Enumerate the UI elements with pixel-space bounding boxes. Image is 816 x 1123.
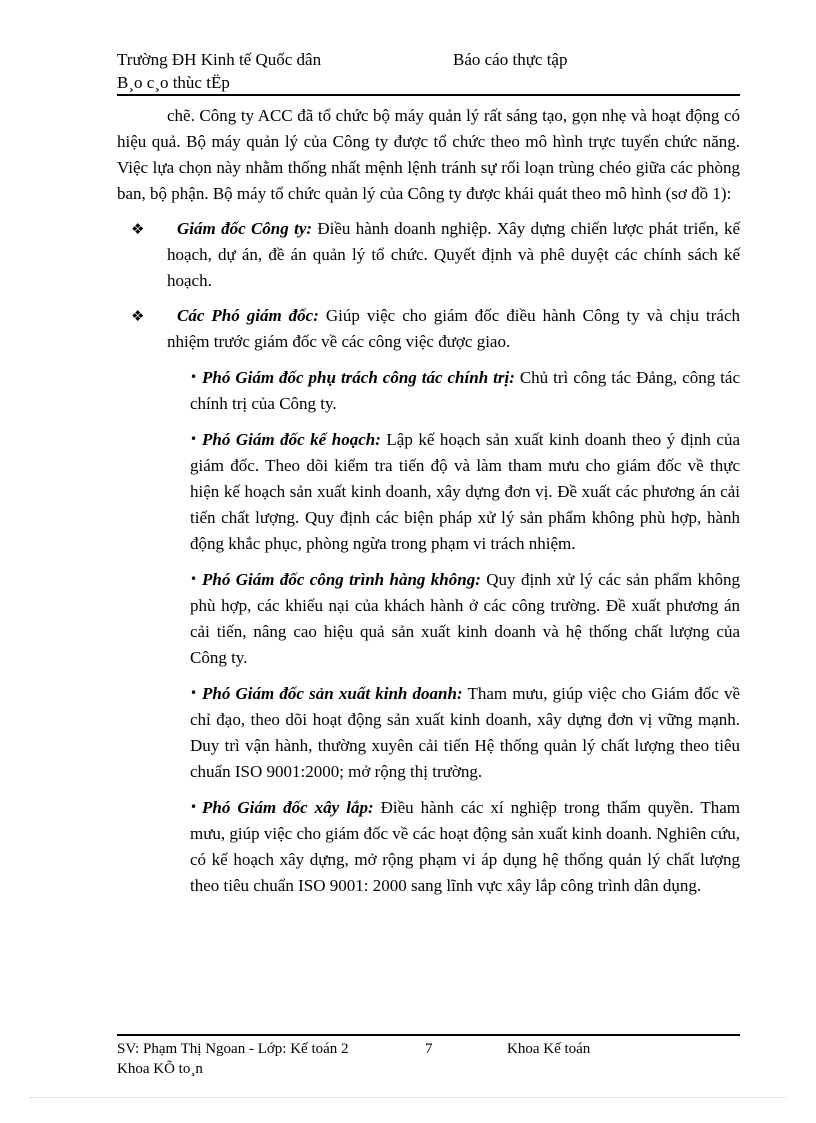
sub-item-text: Chủ trì công tác Đảng, công tác chính trị của Công ty. [190,368,740,413]
item-title: Các Phó giám đốc: [177,306,319,325]
sub-item-text: Điều hành các xí nghiệp trong thẩm quyền. Tham mưu, giúp việc cho giám đốc về các hoạt động sản xuất kinh doanh. Nghiên cứu, có kế hoạch xây dựng, mở rộng phạm vi áp dụng hệ thống quản lý chất lượng theo tiêu chuẩn ISO 9001: 2000 sang lĩnh vực xây lắp công trình dân dụng. [190,798,741,895]
sub-item-text: Lập kế hoạch sản xuất kinh doanh theo ý định của giám đốc. Theo dõi kiểm tra tiến độ và làm tham mưu cho giám đốc về thực hiện kế hoạch sản xuất kinh doanh, xây dựng đơn vị. Đề xuất các phương án cải tiến chất lượng. Quy định các biện pháp xử lý sản phẩm không phù hợp, hành động khắc phục, phòng ngừa trong phạm vi trách nhiệm. [190,430,740,553]
header-divider [117,94,740,96]
list-item-deputies [131,303,740,355]
diamond-bullet-icon: ❖ [131,307,145,325]
dot-bullet-icon: • [190,686,198,700]
dot-bullet-icon: • [190,572,198,586]
sub-item-title: Phó Giám đốc sản xuất kinh doanh: [202,684,463,703]
dot-bullet-icon: • [190,800,198,814]
list-item-director [131,216,740,294]
document-body [117,103,740,899]
footer-divider [117,1034,740,1036]
sub-item-title: Phó Giám đốc kế hoạch: [202,430,381,449]
footer-garbled-department: Khoa KÕ to¸n [117,1061,203,1077]
header-school: Trường ĐH Kinh tế Quốc dân [117,50,322,69]
sub-item-construction [190,794,740,899]
sub-item-aviation [190,566,740,671]
sub-item-text: Quy định xử lý các sản phẩm không phù hợp, các khiếu nại của khách hành ở các công trường. Đề xuất phương án cải tiến, nâng cao hiệu quả sản xuất kinh doanh và hệ thống chất lượng của Công ty. [190,570,740,667]
page-bottom-boundary [30,1097,786,1098]
sub-item-title: Phó Giám đốc phụ trách công tác chính trị: [202,368,515,387]
sub-item-title: Phó Giám đốc công trình hàng không: [202,570,481,589]
footer-student: SV: Phạm Thị Ngoan - Lớp: Kế toán 2 [117,1041,349,1057]
sub-item-political [190,364,740,417]
page-header [117,50,568,70]
diamond-bullet-icon: ❖ [131,220,145,238]
sub-item-business [190,680,740,785]
sub-item-title: Phó Giám đốc xây lắp: [202,798,374,817]
page-footer [117,1041,591,1058]
item-text: Giúp việc cho giám đốc điều hành Công ty và chịu trách nhiệm trước giám đốc về các công việc được giao. [167,306,740,351]
item-title: Giám đốc Công ty: [177,219,313,238]
intro-paragraph: chẽ. Công ty ACC đã tổ chức bộ máy quản lý rất sáng tạo, gọn nhẹ và hoạt động có hiệu quả. Bộ máy quản lý của Công ty được tổ chức theo mô hình trực tuyến chức năng. Việc lựa chọn này nhằm thống nhất mệnh lệnh tránh sự rối loạn trùng chéo giữa các phòng ban, bộ phận. Bộ máy tổ chức quản lý của Công ty được khái quát theo mô hình (sơ đồ 1): [117,106,740,203]
item-text: Điều hành doanh nghiệp. Xây dựng chiến lược phát triển, kế hoạch, dự án, đề án quản lý tổ chức. Quyết định và phê duyệt các chính sách kế hoạch. [167,219,740,290]
header-report-title: Báo cáo thực tập [453,50,568,69]
sub-item-text: Tham mưu, giúp việc cho Giám đốc về chỉ đạo, theo dõi hoạt động sản xuất kinh doanh, xây dựng đơn vị vững mạnh. Duy trì vận hành, thường xuyên cải tiến Hệ thống quản lý chất lượng theo tiêu chuẩn ISO 9001:2000; mở rộng thị trường. [190,684,741,781]
page-number: 7 [425,1041,433,1057]
footer-department: Khoa Kế toán [507,1041,591,1057]
dot-bullet-icon: • [190,370,198,384]
sub-item-planning [190,426,740,557]
header-garbled-title: B¸o c¸o thùc tËp [117,73,230,92]
dot-bullet-icon: • [190,432,198,446]
